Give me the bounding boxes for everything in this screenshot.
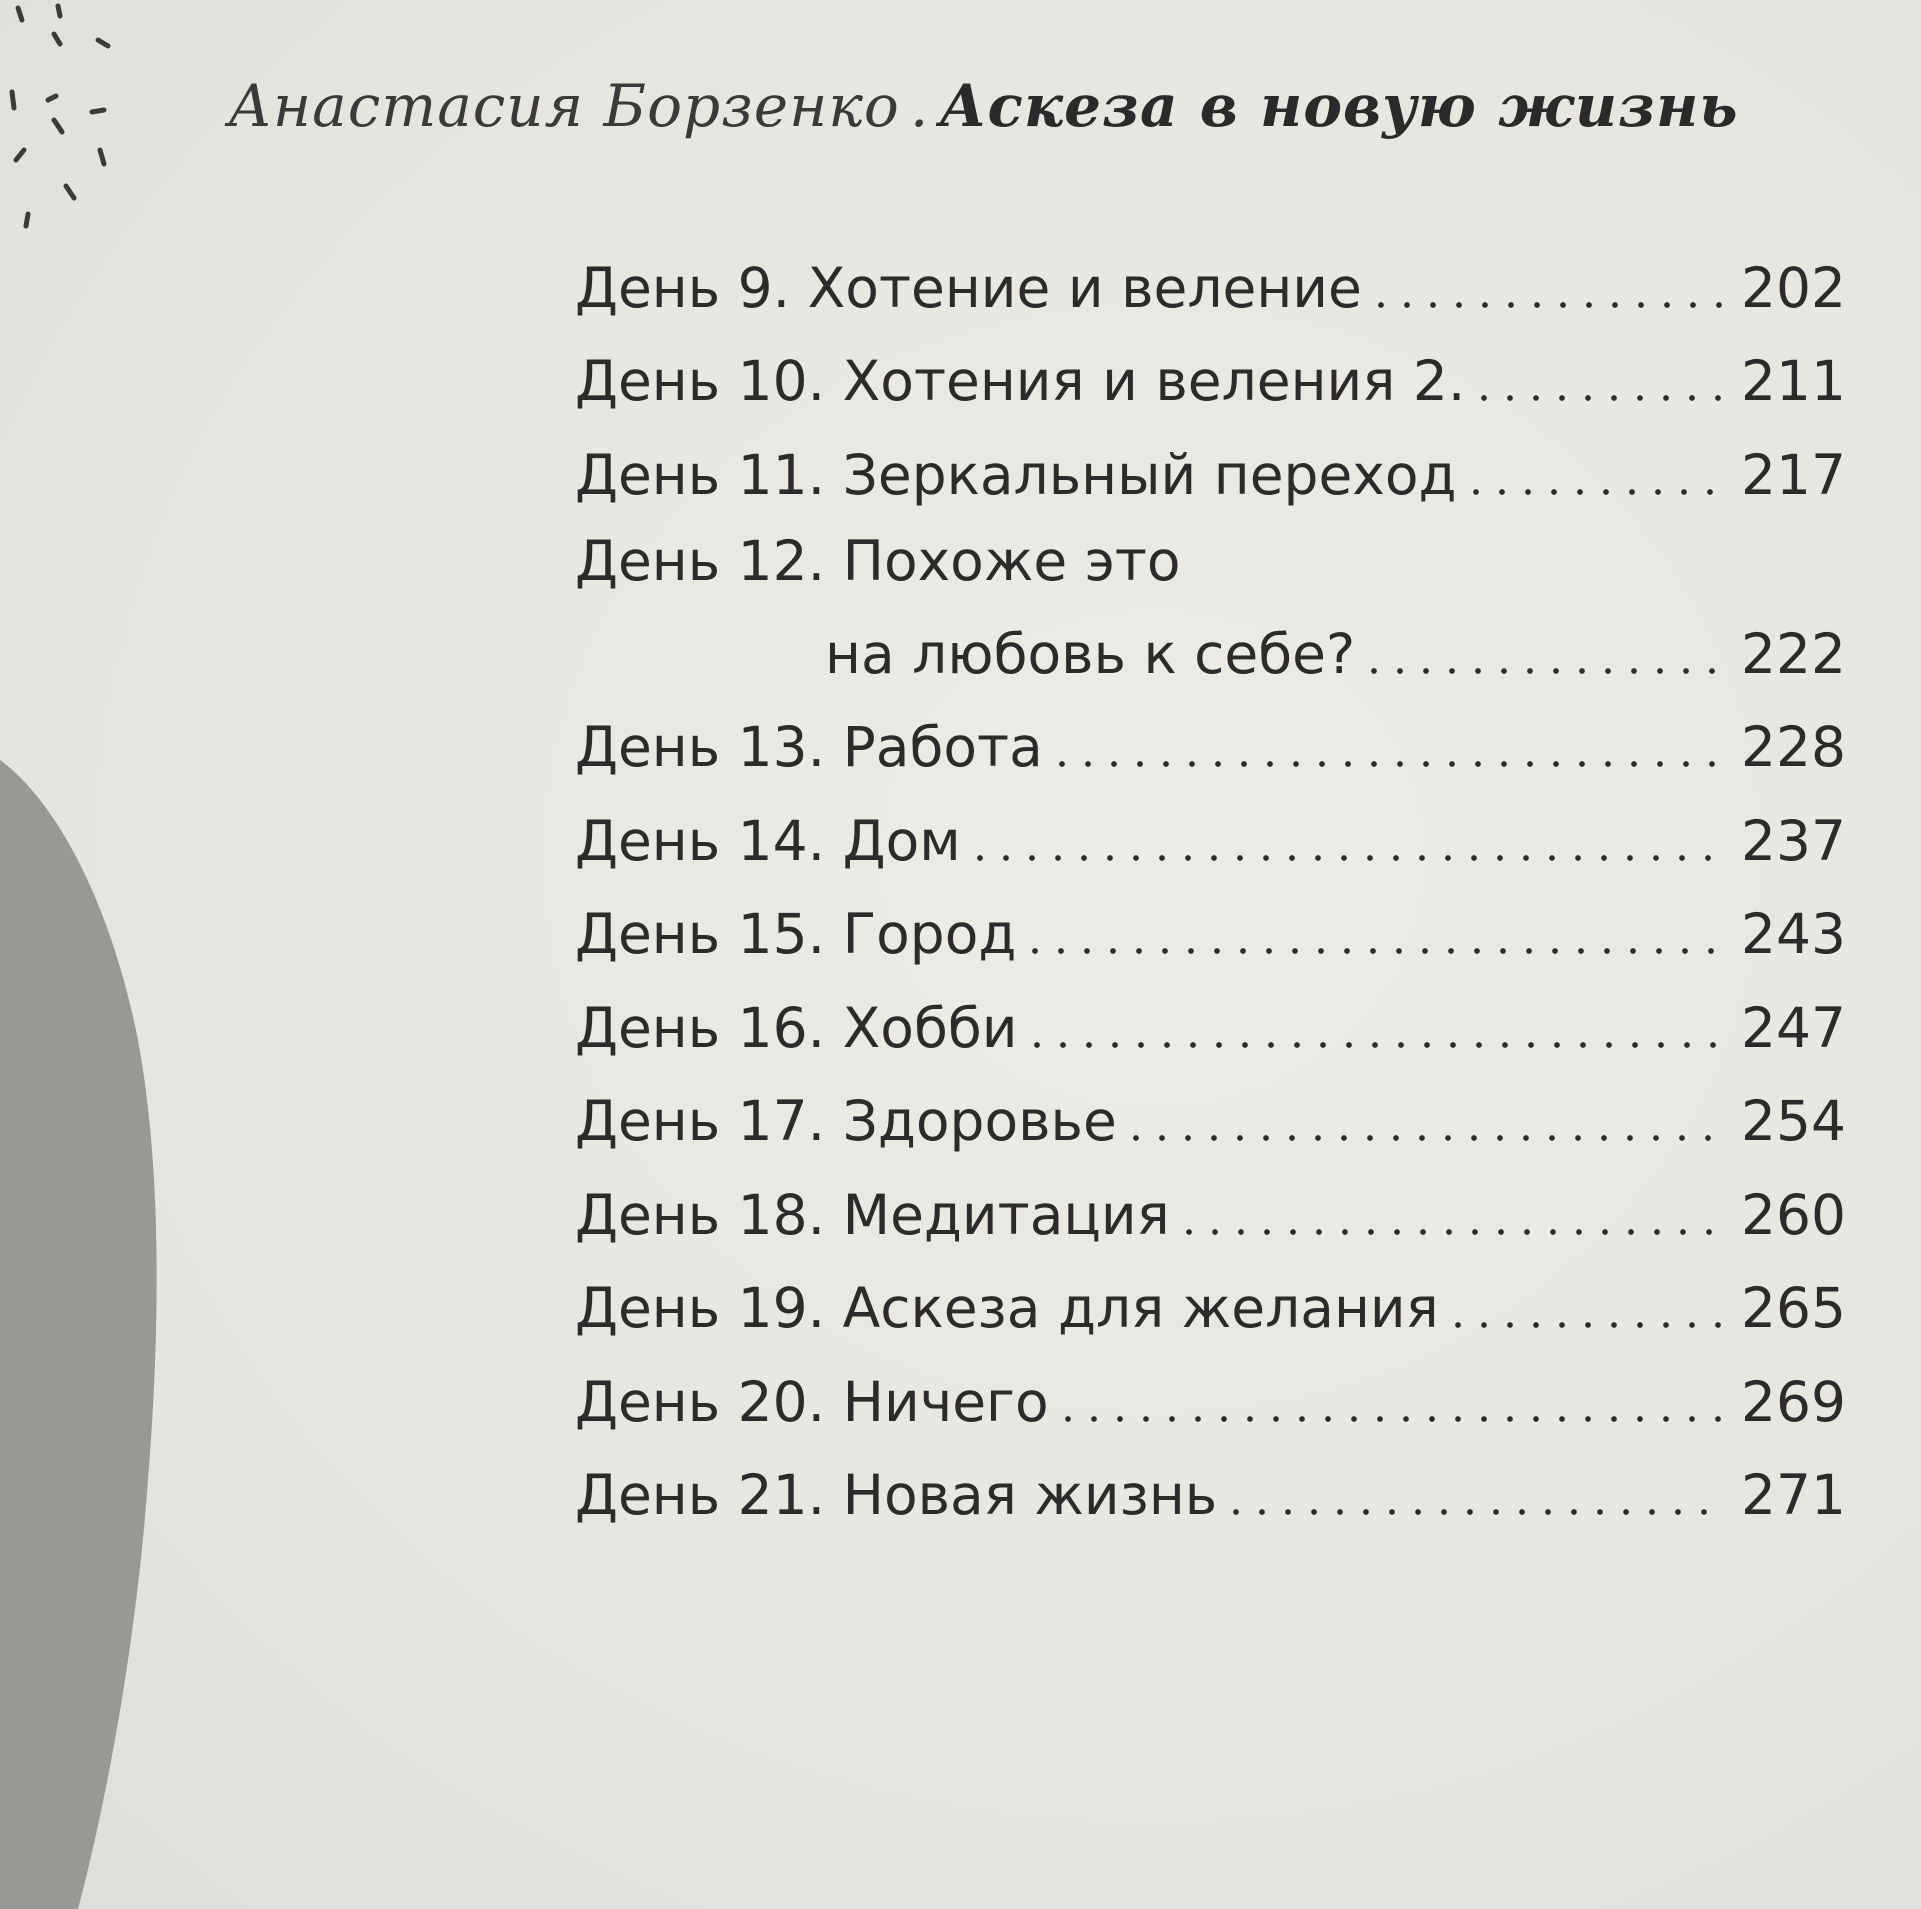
toc-entry[interactable] [575, 503, 1846, 686]
header-separator: . [909, 72, 930, 140]
toc-entry[interactable] [575, 682, 1846, 779]
toc-entry[interactable] [575, 1430, 1846, 1527]
dot-leader [1445, 1320, 1723, 1330]
toc-entry-title: День 19. Аскеза для желания [575, 1276, 1439, 1340]
toc-page-number: 243 [1741, 902, 1846, 966]
toc-entry-title: День 12. Похоже это [575, 528, 1181, 593]
toc-page-number: 254 [1741, 1089, 1846, 1153]
toc-entry-title: День 21. Новая жизнь [575, 1463, 1218, 1527]
toc-entry-title: День 20. Ничего [575, 1369, 1049, 1434]
toc-page-number: 211 [1741, 349, 1846, 413]
toc-entry[interactable] [575, 1149, 1846, 1247]
toc-entry[interactable] [575, 222, 1846, 320]
dot-leader [1471, 393, 1723, 403]
running-header [228, 72, 1739, 140]
toc-entry-title: День 14. Дом [575, 808, 961, 873]
toc-page-number: 222 [1741, 621, 1846, 686]
author-name: Анастасия Борзенко [228, 72, 900, 140]
dot-leader [967, 853, 1723, 863]
toc-page-number: 202 [1741, 255, 1846, 320]
toc-page-number: 260 [1741, 1182, 1846, 1247]
toc-entry-title: День 15. Город [575, 902, 1017, 966]
toc-page-number: 237 [1741, 808, 1846, 873]
toc-page-number: 271 [1741, 1463, 1846, 1527]
dot-leader [1049, 759, 1723, 769]
toc-page-number: 269 [1741, 1369, 1846, 1434]
toc-entry-title: День 18. Медитация [575, 1182, 1170, 1247]
dot-leader [1024, 1040, 1723, 1050]
dot-leader [1022, 946, 1723, 956]
toc-entry[interactable] [575, 1056, 1846, 1153]
toc-page-number: 265 [1741, 1276, 1846, 1340]
book-title: Аскеза в новую жизнь [939, 72, 1739, 140]
toc-entry[interactable] [575, 775, 1846, 873]
toc-entry[interactable] [575, 316, 1846, 413]
decorative-dots-icon [0, 0, 140, 240]
table-of-contents [575, 222, 1846, 1527]
toc-entry-title: День 16. Хобби [575, 995, 1018, 1060]
decorative-blob-shape [0, 0, 260, 1909]
toc-entry-title: День 10. Хотения и веления 2. [575, 349, 1466, 413]
toc-entry-title: День 17. Здоровье [575, 1089, 1117, 1153]
toc-entry-first-line [575, 503, 1833, 593]
dot-leader [1223, 1507, 1723, 1517]
dot-leader [1463, 487, 1723, 497]
toc-entry-second-line [575, 589, 1846, 686]
toc-entry[interactable] [575, 409, 1846, 507]
toc-page-number: 217 [1741, 442, 1846, 507]
toc-page-number: 247 [1741, 995, 1846, 1060]
toc-entry[interactable] [575, 962, 1846, 1060]
toc-entry[interactable] [575, 1336, 1846, 1434]
toc-entry[interactable] [575, 869, 1846, 966]
toc-entry-title: День 9. Хотение и веление [575, 255, 1362, 320]
toc-entry-title: День 11. Зеркальный переход [575, 442, 1457, 507]
dot-leader [1176, 1227, 1723, 1237]
dot-leader [1055, 1414, 1723, 1424]
toc-entry[interactable] [575, 1243, 1846, 1340]
dot-leader [1368, 300, 1723, 310]
dot-leader [1123, 1133, 1723, 1143]
dot-leader [1361, 666, 1723, 676]
toc-entry-title: День 13. Работа [575, 715, 1043, 779]
toc-page-number: 228 [1741, 715, 1846, 779]
toc-entry-title-continuation: на любовь к себе? [825, 621, 1356, 686]
